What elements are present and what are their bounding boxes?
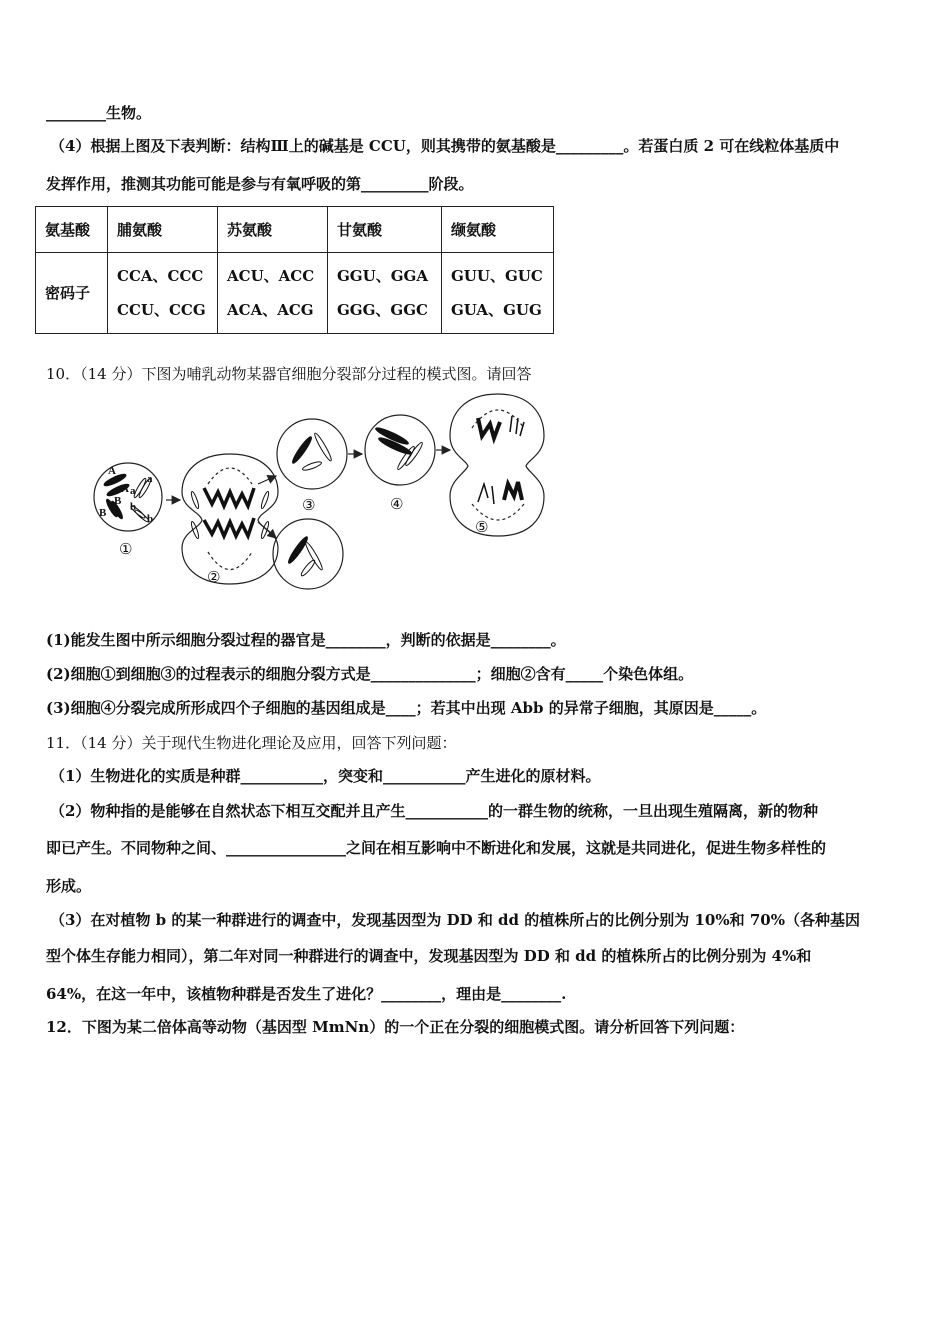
cell-codons-gly: GGU、GGA GGG、GGC (328, 253, 442, 334)
q11-part3: （3）在对植物 b 的某一种群进行的调查中，发现基因型为 DD 和 dd 的植株所占的比例分别为 10%和 70%（各种基因 (50, 911, 860, 929)
q11-part2-end: 形成。 (46, 877, 92, 895)
figure-label-2: ② (207, 568, 221, 586)
text-line-q4: （4）根据上图及下表判断：结构Ⅲ上的碱基是 CCU，则其携带的氨基酸是_________。若蛋白质 2 可在线粒体基质中 (50, 137, 840, 155)
figure-label-5: ⑤ (475, 518, 489, 536)
gene-label: A (108, 465, 116, 477)
q10-part2: (2)细胞①到细胞③的过程表示的细胞分裂方式是______________；细胞②含有_____个染色体组。 (46, 665, 694, 683)
q10-part3: (3)细胞④分裂完成所形成四个子细胞的基因组成是____；若其中出现 Abb 的异常子细胞，其原因是_____。 (46, 699, 767, 717)
q11-part2: （2）物种指的是能够在自然状态下相互交配并且产生___________的一群生物的统称，一旦出现生殖隔离，新的物种 (50, 802, 818, 820)
gene-label: a (147, 473, 153, 485)
arrow-2-3a (258, 476, 276, 484)
q11-part3-cont: 型个体生存能力相同），第二年对同一种群进行的调查中，发现基因型为 DD 和 dd 的植株所占的比例分别为 4%和 (46, 947, 812, 965)
figure-label-1: ① (119, 540, 133, 558)
cell-amino-thr: 苏氨酸 (218, 207, 328, 253)
row-header-amino: 氨基酸 (36, 207, 108, 253)
codon-table (35, 206, 554, 334)
gene-label: B (99, 507, 107, 519)
cell-amino-pro: 脯氨酸 (108, 207, 218, 253)
figure-label-3: ③ (302, 496, 316, 514)
text-line-q4-cont: 发挥作用，推测其功能可能是参与有氧呼吸的第_________阶段。 (46, 175, 474, 193)
figure-label-4: ④ (390, 495, 404, 513)
gene-label: b (130, 501, 137, 513)
text-line-1: ________生物。 (46, 104, 152, 122)
cell-amino-gly: 甘氨酸 (328, 207, 442, 253)
question-11-title: 11．（14 分）关于现代生物进化理论及应用，回答下列问题： (46, 734, 457, 752)
row-header-codon: 密码子 (36, 253, 108, 334)
cell-codons-val: GUU、GUC GUA、GUG (442, 253, 554, 334)
question-12-title: 12．下图为某二倍体高等动物（基因型 MmNn）的一个正在分裂的细胞模式图。请分析回答下列问题： (46, 1018, 745, 1036)
cell-codons-pro: CCA、CCC CCU、CCG (108, 253, 218, 334)
cell-amino-val: 缬氨酸 (442, 207, 554, 253)
cell-3-bottom (273, 519, 343, 589)
gene-label: b (147, 513, 154, 525)
q10-part1: (1)能发生图中所示细胞分裂过程的器官是________，判断的依据是________。 (46, 631, 566, 649)
q11-part3-end: 64%，在这一年中，该植物种群是否发生了进化？________，理由是________. (46, 985, 567, 1003)
gene-label: a (130, 485, 136, 497)
cell-division-figure (90, 392, 550, 592)
gene-label: B (114, 495, 122, 507)
question-10-title: 10．（14 分）下图为哺乳动物某器官细胞分裂部分过程的模式图。请回答 (46, 365, 532, 383)
cell-3-top (277, 419, 347, 489)
cell-5 (450, 394, 544, 536)
q11-part1: （1）生物进化的实质是种群___________，突变和___________产生进化的原材料。 (50, 767, 601, 785)
q11-part2-cont: 即已产生。不同物种之间、________________之间在相互影响中不断进化和发展，这就是共同进化，促进生物多样性的 (46, 839, 827, 857)
gene-label: A (121, 483, 129, 495)
cell-codons-thr: ACU、ACC ACA、ACG (218, 253, 328, 334)
